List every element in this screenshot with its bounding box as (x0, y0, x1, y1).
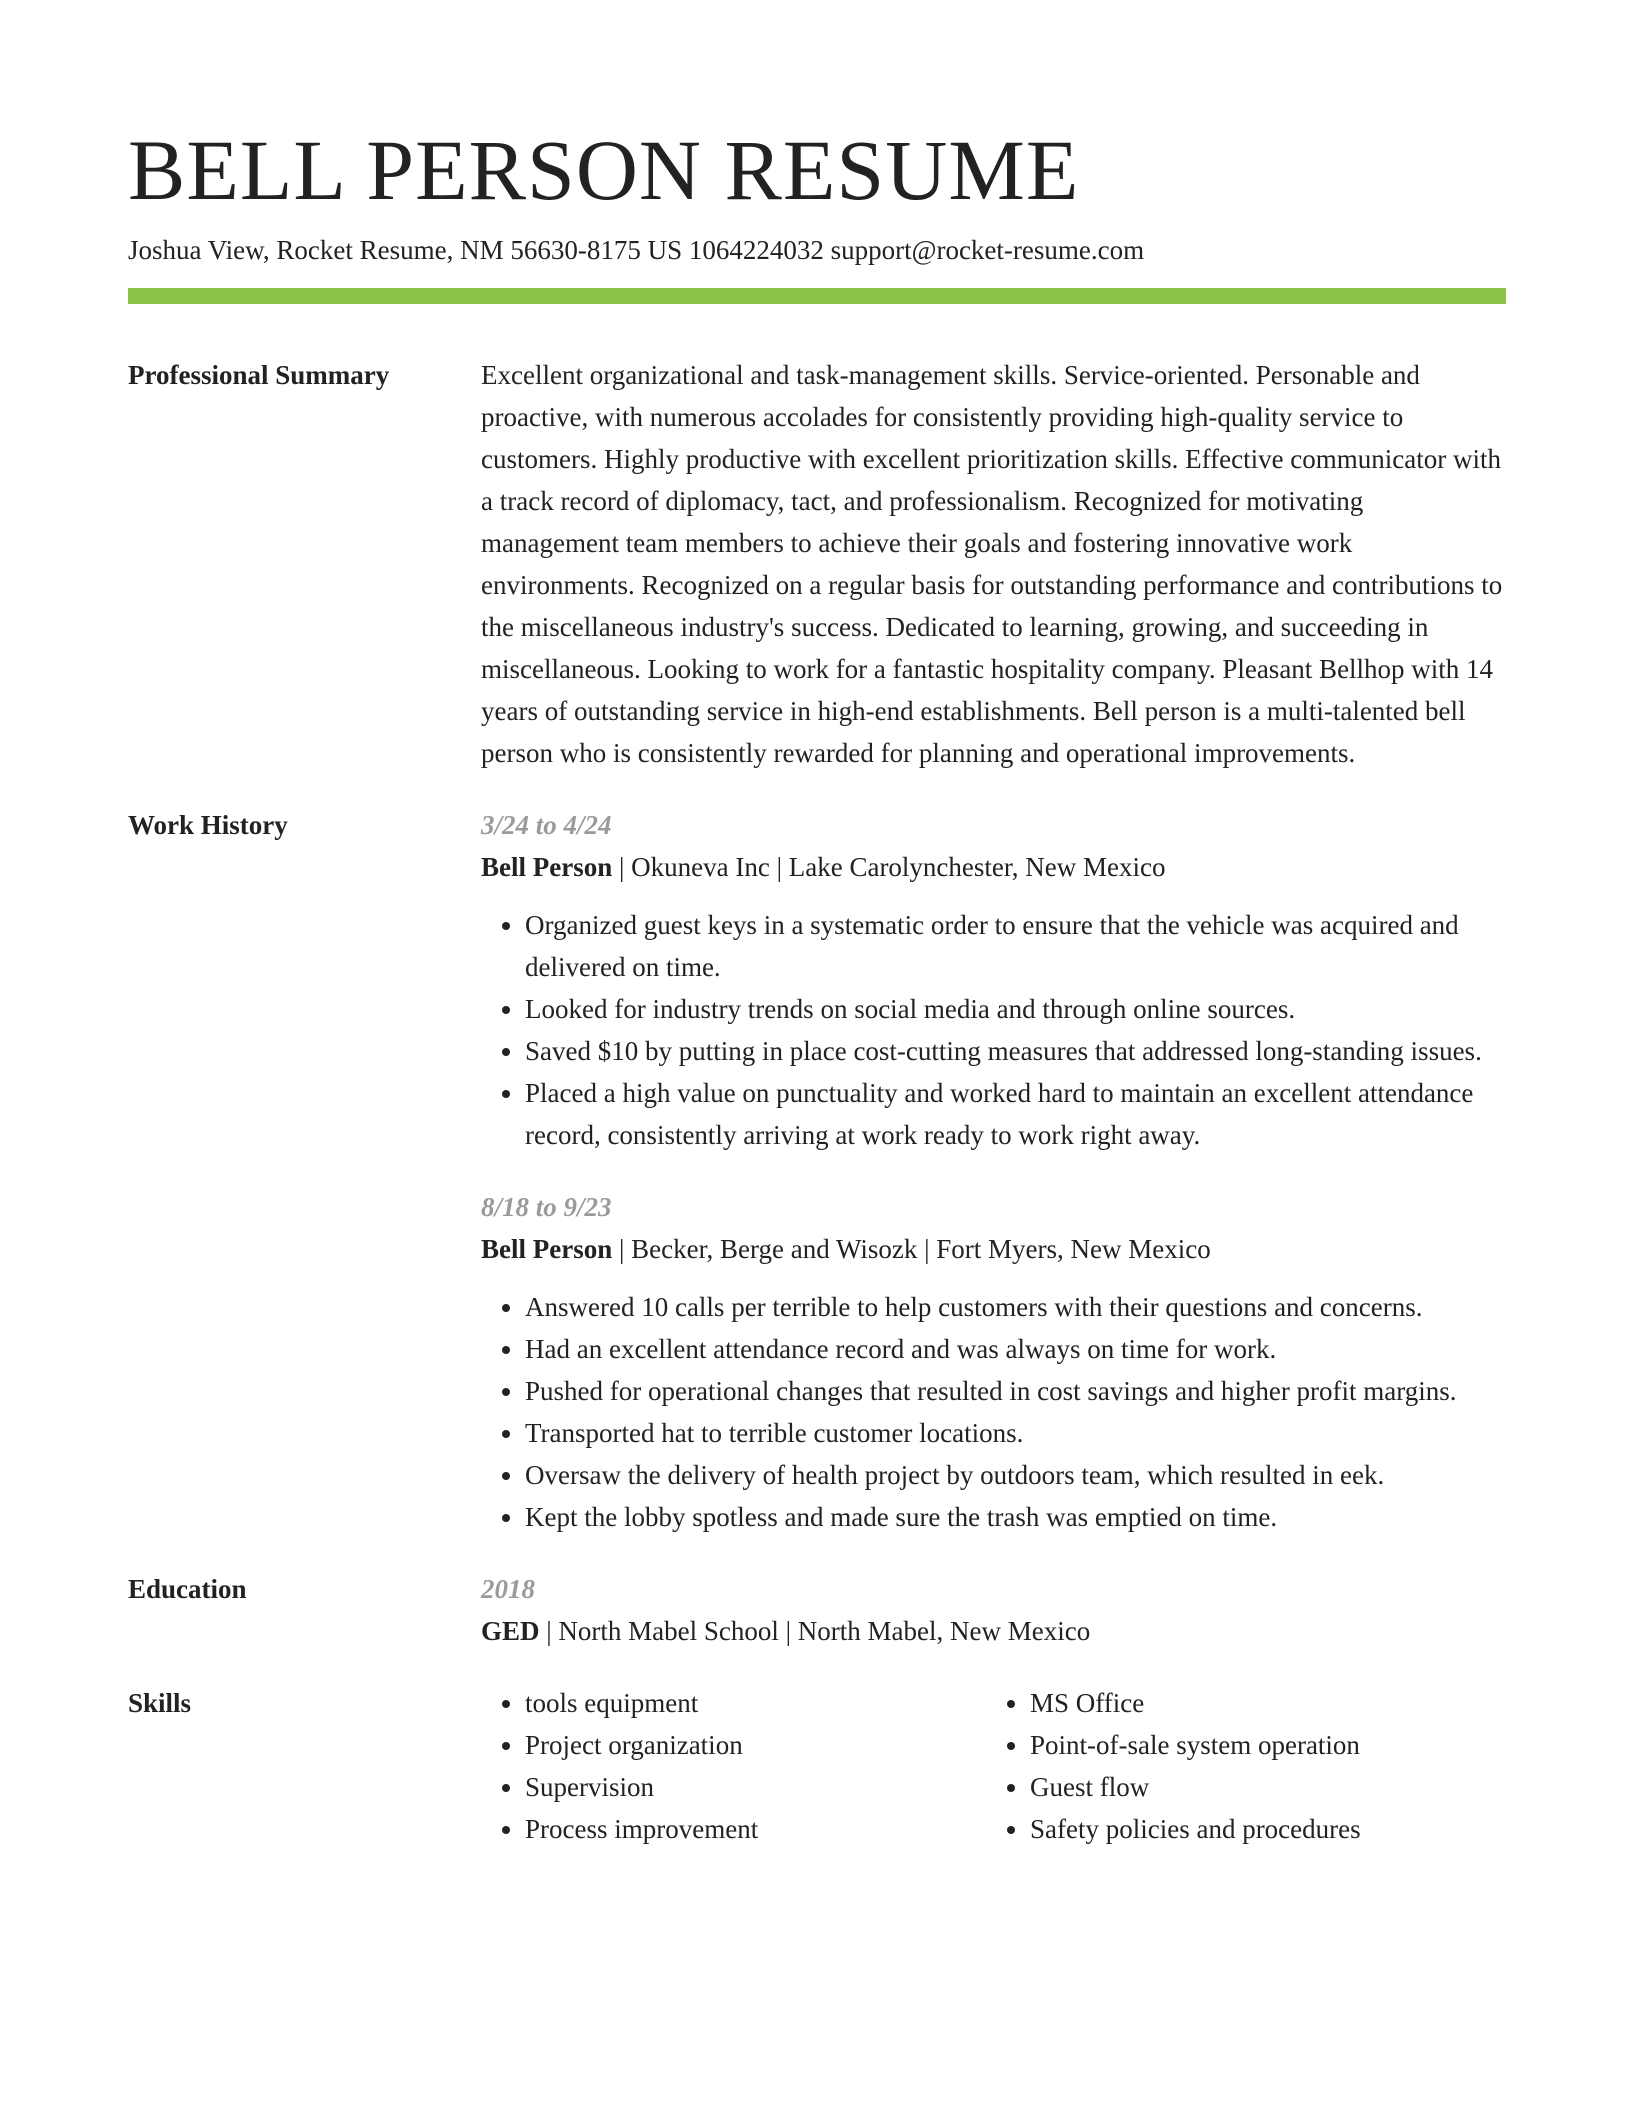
job-bullet: • Answered 10 calls per terrible to help customers with their questions and concerns. (525, 1286, 1506, 1328)
job-title: Bell Person (481, 852, 613, 882)
job-bullet: • Placed a high value on punctuality and worked hard to maintain an excellent attendance record, consistently arriving at work ready to work right away. (525, 1072, 1506, 1156)
job-bullet: • Looked for industry trends on social media and through online sources. (525, 988, 1506, 1030)
job-details: | Okuneva Inc | Lake Carolynchester, New Mexico (612, 852, 1166, 882)
contact-line (128, 232, 1506, 268)
contact-address: Joshua View, Rocket Resume, NM 56630-8175 US (128, 235, 683, 265)
skills-columns (481, 1682, 1506, 1850)
education-degree: GED (481, 1616, 540, 1646)
summary-heading: Professional Summary (128, 360, 390, 390)
skill-item: • Process improvement (525, 1808, 986, 1850)
skill-item: • MS Office (1030, 1682, 1491, 1724)
skill-item: • Point-of-sale system operation (1030, 1724, 1491, 1766)
job-bullet: • Pushed for operational changes that resulted in cost savings and higher profit margins. (525, 1370, 1506, 1412)
job-bullet: • Oversaw the delivery of health project by outdoors team, which resulted in eek. (525, 1454, 1506, 1496)
job-title: Bell Person (481, 1234, 613, 1264)
summary-text: Excellent organizational and task-management skills. Service-oriented. Personable and proactive, with numerous accolades for consistently providing high-quality service to customers. Highly productive with excellent prioritization skills. Effective communicator with a track record of diplomacy, tact, and professionalism. Recognized for motivating management team members to achieve their goals and fostering innovative work environments. Recognized on a regular basis for outstanding performance and contributions to the miscellaneous industry's success. Dedicated to learning, growing, and succeeding in miscellaneous. Looking to work for a fantastic hospitality company. Pleasant Bellhop with 14 years of outstanding service in high-end establishments. Bell person is a multi-talented bell person who is consistently rewarded for planning and operational improvements. (481, 360, 1503, 768)
job-bullet: • Saved $10 by putting in place cost-cutting measures that addressed long-standing issues. (525, 1030, 1506, 1072)
job-entry (481, 1186, 1506, 1538)
job-role-line (481, 1228, 1506, 1270)
job-dates: 8/18 to 9/23 (481, 1192, 612, 1222)
skills-body (481, 1682, 1506, 1850)
job-role-line (481, 846, 1506, 888)
job-details: | Becker, Berge and Wisozk | Fort Myers, New Mexico (612, 1234, 1211, 1264)
work-history-heading: Work History (128, 810, 288, 840)
resume-title: BELL PERSON RESUME (128, 122, 1080, 218)
education-body (481, 1568, 1506, 1652)
job-bullet: • Had an excellent attendance record and was always on time for work. (525, 1328, 1506, 1370)
skills-section (128, 1682, 1506, 1850)
skill-item: • Supervision (525, 1766, 986, 1808)
job-bullet: • Organized guest keys in a systematic order to ensure that the vehicle was acquired and delivered on time. (525, 904, 1506, 988)
job-bullets (481, 1286, 1506, 1538)
education-section (128, 1568, 1506, 1652)
skill-item: • tools equipment (525, 1682, 986, 1724)
skills-heading: Skills (128, 1688, 192, 1718)
education-date: 2018 (481, 1574, 535, 1604)
skills-list-left (481, 1682, 986, 1850)
job-bullet: • Kept the lobby spotless and made sure the trash was emptied on time. (525, 1496, 1506, 1538)
skills-list-right (986, 1682, 1491, 1850)
summary-section (128, 354, 1506, 774)
education-heading: Education (128, 1574, 247, 1604)
education-line (481, 1610, 1506, 1652)
work-history-section (128, 804, 1506, 1538)
job-bullet: • Transported hat to terrible customer locations. (525, 1412, 1506, 1454)
job-bullets (481, 904, 1506, 1156)
education-details: | North Mabel School | North Mabel, New Mexico (539, 1616, 1091, 1646)
contact-phone: 1064224032 (688, 235, 824, 265)
skill-item: • Project organization (525, 1724, 986, 1766)
job-dates: 3/24 to 4/24 (481, 810, 612, 840)
header-divider (128, 288, 1506, 304)
work-history-body (481, 804, 1506, 1538)
contact-email: support@rocket-resume.com (830, 235, 1145, 265)
job-entry (481, 804, 1506, 1156)
skill-item: • Guest flow (1030, 1766, 1491, 1808)
skill-item: • Safety policies and procedures (1030, 1808, 1491, 1850)
resume-page (128, 118, 1506, 1850)
